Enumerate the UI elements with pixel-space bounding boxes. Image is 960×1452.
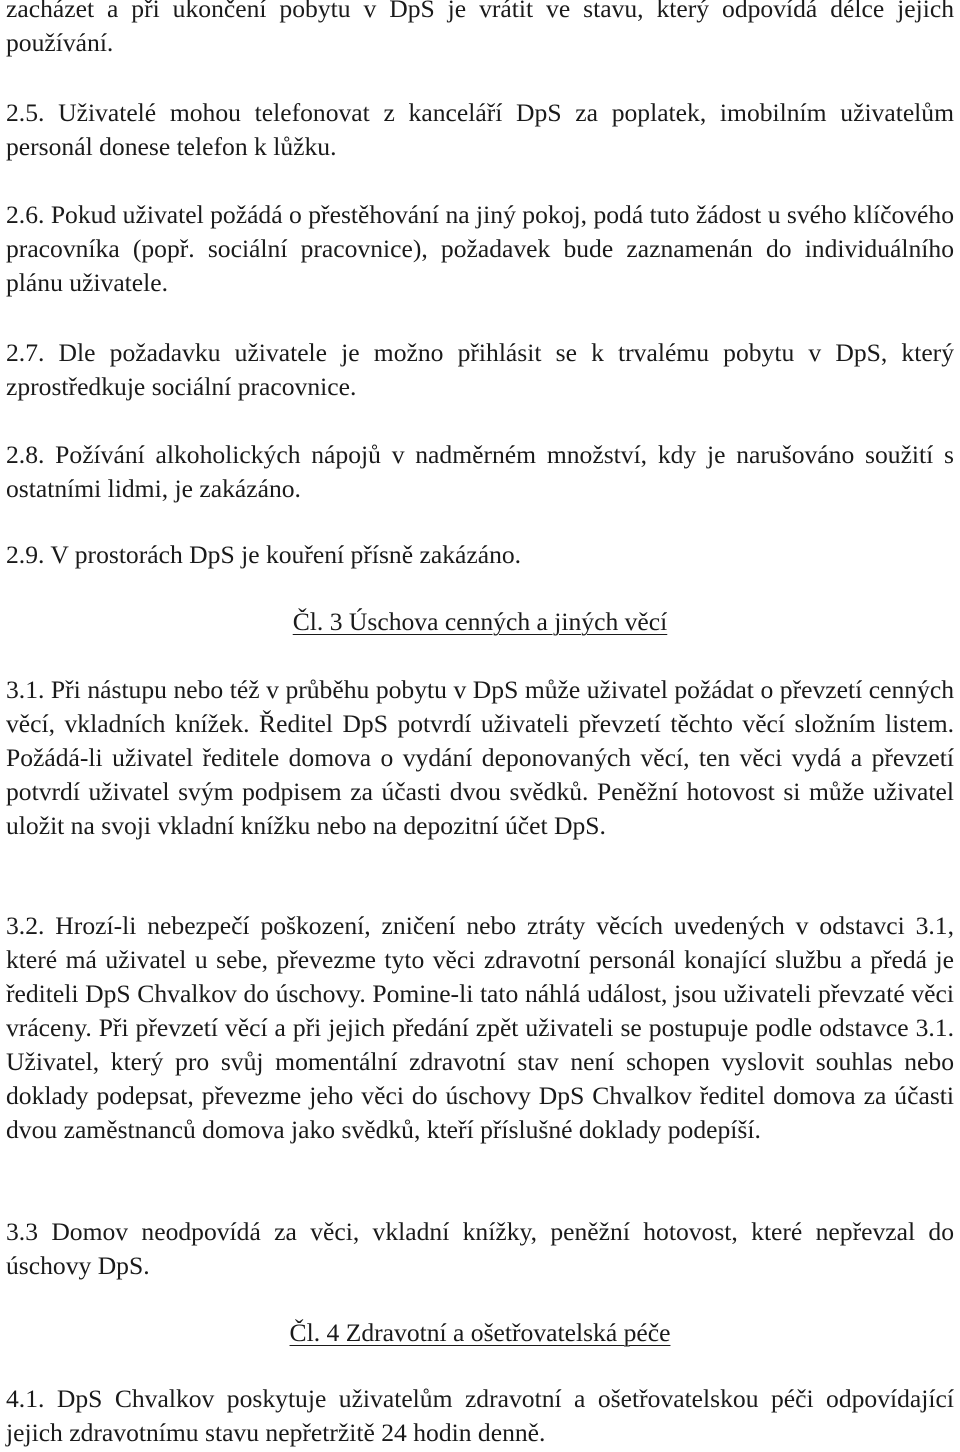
paragraph-2-6: 2.6. Pokud uživatel požádá o přestěhování na jiný pokoj, podá tuto žádost u svého klíčového pracovníka (popř. sociální pracovnice), požadavek bude zaznamenán do individuálního plánu uživatele.	[6, 200, 954, 297]
paragraph-3-1: 3.1. Při nástupu nebo též v průběhu pobytu v DpS může uživatel požádat o převzetí cenných věcí, vkladních knížek. Ředitel DpS potvrdí uživateli převzetí těchto věcí složním listem. Požádá-li uživatel ředitele domova o vydání deponovaných věcí, ten věci vydá a převzetí potvrdí uživatel svým podpisem za účasti dvou svědků. Peněžní hotovost si může uživatel uložit na svoji vkladní knížku nebo na depozitní účet DpS.	[6, 675, 954, 840]
section-heading-cl4-text: Čl. 4 Zdravotní a ošetřovatelská péče	[289, 1318, 671, 1347]
section-heading-cl3-text: Čl. 3 Úschova cenných a jiných věcí	[292, 607, 668, 636]
paragraph-2-7: 2.7. Dle požadavku uživatele je možno přihlásit se k trvalému pobytu v DpS, který zprostředkuje sociální pracovnice.	[6, 338, 954, 401]
paragraph-2-5: 2.5. Uživatelé mohou telefonovat z kanceláří DpS za poplatek, imobilním uživatelům personál donese telefon k lůžku.	[6, 98, 954, 161]
paragraph-2-9: 2.9. V prostorách DpS je kouření přísně zakázáno.	[6, 540, 522, 569]
paragraph-2-8: 2.8. Požívání alkoholických nápojů v nadměrném množství, kdy je narušováno soužití s ostatními lidmi, je zakázáno.	[6, 440, 954, 503]
section-heading-cl4	[6, 1316, 954, 1350]
paragraph-4-1: 4.1. DpS Chvalkov poskytuje uživatelům zdravotní a ošetřovatelskou péči odpovídající jejich zdravotnímu stavu nepřetržitě 24 hodin denně.	[6, 1384, 954, 1447]
section-heading-cl3	[6, 605, 954, 639]
paragraph-3-3: 3.3 Domov neodpovídá za věci, vkladní knížky, peněžní hotovost, které nepřevzal do úschovy DpS.	[6, 1217, 954, 1280]
paragraph-3-2: 3.2. Hrozí-li nebezpečí poškození, zničení nebo ztráty věcích uvedených v odstavci 3.1, které má uživatel u sebe, převezme tyto věci zdravotní personál konající službu a předá je řediteli DpS Chvalkov do úschovy. Pomine-li tato náhlá událost, jsou uživateli převzaté věci vráceny. Při převzetí věcí a při jejich předání zpět uživateli se postupuje podle odstavce 3.1. Uživatel, který pro svůj momentální zdravotní stav není schopen vyslovit souhlas nebo doklady podepsat, převezme jeho věci do úschovy DpS Chvalkov ředitel domova za účasti dvou zaměstnanců domova jako svědků, kteří příslušné doklady podepíší.	[6, 911, 954, 1144]
paragraph-continuation: zacházet a při ukončení pobytu v DpS je vrátit ve stavu, který odpovídá délce jejich používání.	[6, 0, 954, 57]
